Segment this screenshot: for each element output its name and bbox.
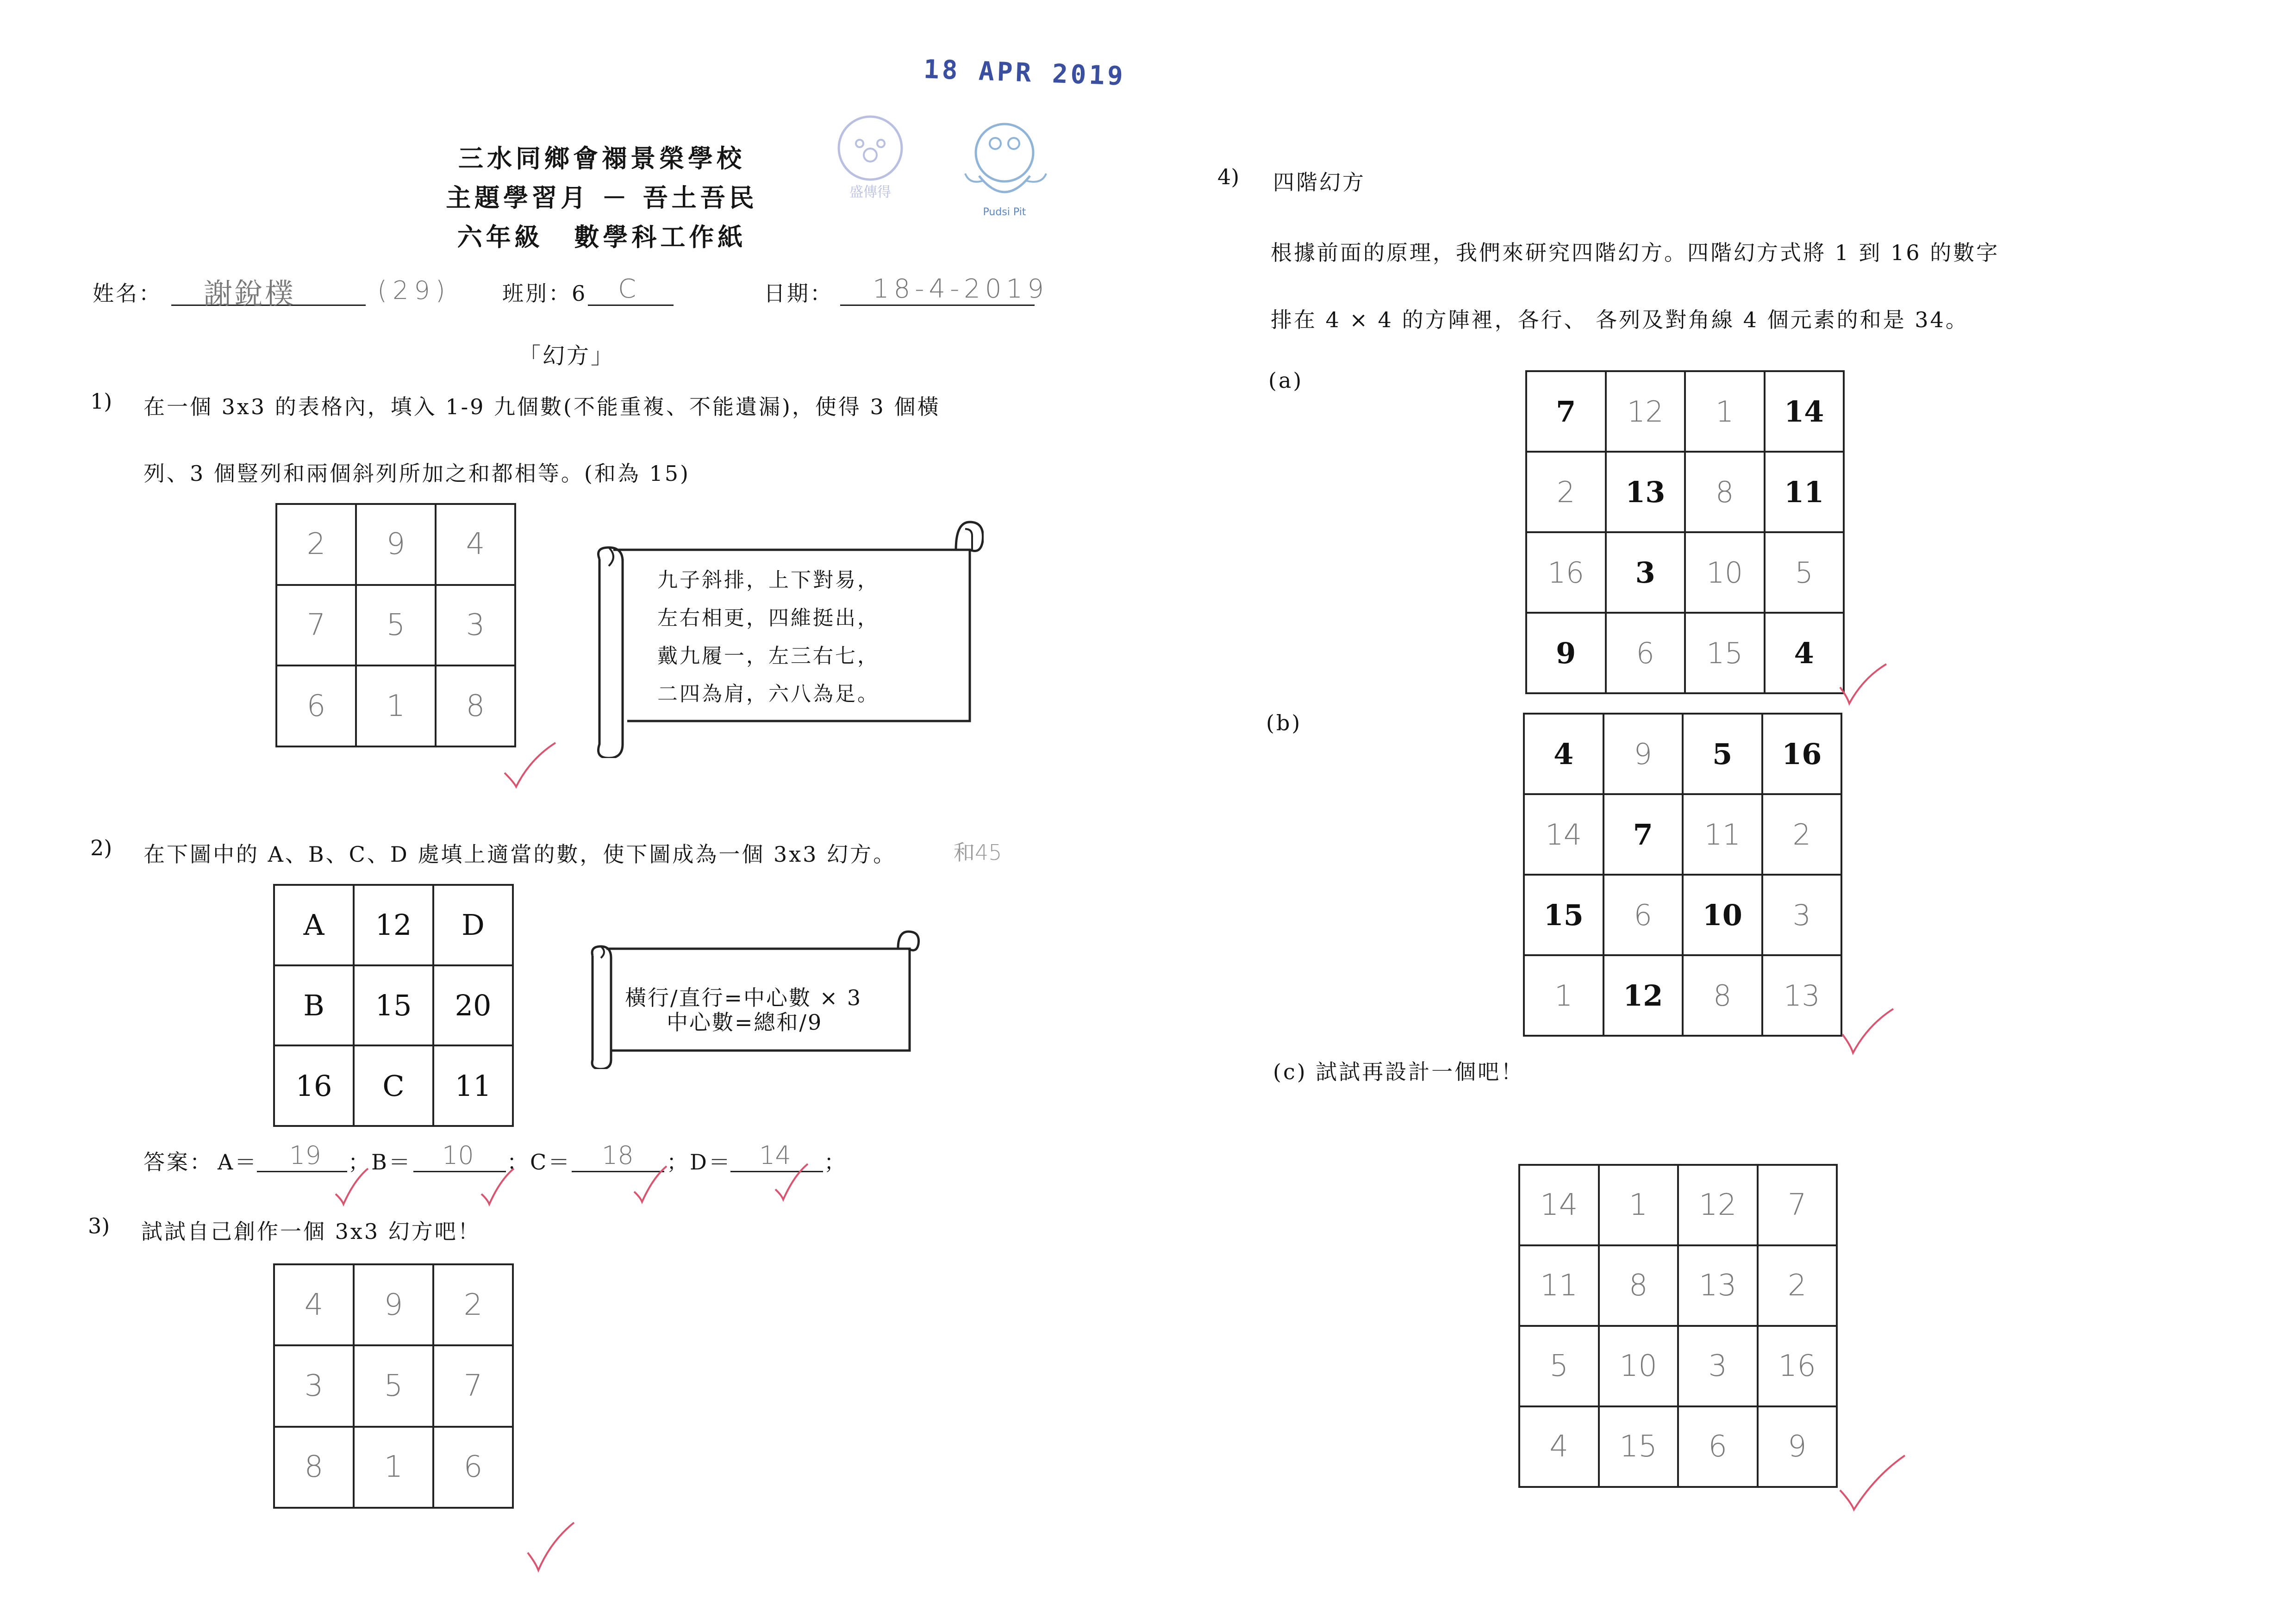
q2-tick-b-icon	[479, 1166, 516, 1208]
grid-cell: 11	[1765, 452, 1844, 532]
q2-answer-b: 10	[442, 1141, 474, 1170]
section-title: 「幻方」	[518, 343, 615, 369]
grid-cell: A	[274, 885, 354, 965]
grid-cell: 9	[1758, 1406, 1837, 1487]
grid-cell: 3	[274, 1345, 354, 1426]
q2-answer-c: 18	[602, 1141, 634, 1170]
q4-label-a: (a)	[1268, 368, 1304, 393]
grid-row	[276, 585, 515, 666]
date-stamp: 18 APR 2019	[923, 54, 1126, 92]
q2-answer-d: 14	[759, 1141, 791, 1170]
grid-cell: 20	[433, 965, 513, 1046]
grid-cell: 14	[1524, 794, 1603, 875]
grid-cell: C	[354, 1045, 433, 1126]
grid-cell: 5	[356, 585, 436, 666]
grid-cell: 9	[1603, 714, 1683, 794]
poem-line-3: 戴九履一，左三右七，	[657, 644, 880, 668]
q4c-magic-square	[1518, 1164, 1838, 1488]
grid-row	[1526, 532, 1844, 613]
grid-cell: D	[433, 885, 513, 965]
grid-cell: 15	[354, 965, 433, 1046]
q2-answer-d-label: ；D＝	[667, 1150, 732, 1175]
grid-cell: 8	[274, 1427, 354, 1508]
grid-cell: 9	[354, 1264, 433, 1345]
q1-tick-icon	[502, 740, 558, 791]
grid-cell: 3	[1606, 532, 1685, 613]
grid-cell: 9	[1526, 613, 1606, 693]
grid-cell: 6	[1678, 1406, 1758, 1487]
grid-cell: 3	[436, 585, 515, 666]
grid-cell: 12	[1606, 371, 1685, 452]
poem-line-4: 二四為肩，六八為足。	[657, 682, 880, 706]
grid-cell: 2	[276, 504, 356, 585]
grid-cell: 7	[433, 1345, 513, 1426]
q2-answer-c-label: ；C＝	[507, 1150, 572, 1175]
q2-answer-a: 19	[289, 1141, 321, 1170]
grid-cell: 11	[1683, 794, 1762, 875]
grid-row	[1526, 452, 1844, 532]
grid-row	[274, 885, 513, 965]
q2-tick-a-icon	[333, 1166, 370, 1208]
q2-text: 在下圖中的 A、B、C、D 處填上適當的數，使下圖成為一個 3x3 幻方。	[144, 842, 897, 867]
grid-cell: 14	[1519, 1165, 1599, 1245]
grid-cell: 13	[1678, 1245, 1758, 1326]
q2-tick-c-icon	[632, 1164, 669, 1206]
q4b-magic-square	[1523, 713, 1842, 1037]
grid-cell: 16	[1762, 714, 1842, 794]
hint-line-1: 橫行/直行=中心數 × 3	[625, 985, 862, 1010]
hint-line-2: 中心數=總和/9	[667, 1010, 823, 1035]
date-value: 18-4-2019	[873, 274, 1048, 304]
date-label: 日期：	[764, 281, 833, 306]
grid-row	[276, 504, 515, 585]
q2-answer-label: 答案：	[144, 1150, 213, 1175]
grid-cell: 5	[1765, 532, 1844, 613]
grid-cell: 11	[1519, 1245, 1599, 1326]
grid-cell: 15	[1599, 1406, 1678, 1487]
poem-line-2: 左右相更，四維挺出，	[657, 606, 880, 630]
grid-row	[274, 1427, 513, 1508]
q1-magic-square	[275, 503, 516, 747]
q2-margin-note: 和45	[954, 840, 1002, 865]
grid-row	[1524, 955, 1841, 1036]
grid-row	[1519, 1406, 1837, 1487]
grid-row	[1524, 794, 1841, 875]
student-number: (29)	[377, 276, 451, 305]
grid-row	[274, 965, 513, 1046]
grid-cell: 1	[356, 665, 436, 746]
theme-line: 主題學習月 － 吾土吾民	[446, 183, 758, 212]
grid-row	[1519, 1245, 1837, 1326]
q1-poem-scroll	[581, 517, 984, 758]
q4-title: 四階幻方	[1273, 170, 1366, 195]
grid-row	[1524, 714, 1841, 794]
grid-cell: 1	[354, 1427, 433, 1508]
grid-cell: 6	[1603, 875, 1683, 955]
q4c-tick-icon	[1838, 1453, 1907, 1513]
name-value: 謝銳樸	[204, 277, 296, 311]
grid-cell: 16	[1758, 1326, 1837, 1406]
worksheet-title: 六年級 數學科工作紙	[457, 222, 747, 252]
class-label: 班別：6	[502, 281, 587, 306]
grid-cell: 1	[1599, 1165, 1678, 1245]
grid-row	[1519, 1165, 1837, 1245]
grid-cell: 12	[354, 885, 433, 965]
q3-number: 3)	[88, 1213, 110, 1238]
q3-text: 試試自己創作一個 3x3 幻方吧！	[141, 1219, 481, 1244]
grid-cell: 11	[433, 1045, 513, 1126]
grid-cell: 4	[1519, 1406, 1599, 1487]
grid-cell: 8	[1683, 955, 1762, 1036]
grid-cell: 2	[433, 1264, 513, 1345]
q2-answer-a-label: A＝	[218, 1150, 258, 1175]
q1-text-line1: 在一個 3x3 的表格內，填入 1-9 九個數(不能重複、不能遺漏)，使得 3 個橫	[144, 394, 941, 419]
school-name: 三水同鄉會禤景榮學校	[458, 143, 745, 173]
grid-cell: 5	[1683, 714, 1762, 794]
grid-cell: 2	[1526, 452, 1606, 532]
grid-cell: 4	[1765, 613, 1844, 693]
q2-hint-scroll	[579, 928, 921, 1069]
grid-cell: 6	[276, 665, 356, 746]
grid-cell: 10	[1683, 875, 1762, 955]
grid-cell: 3	[1678, 1326, 1758, 1406]
q4b-tick-icon	[1840, 1007, 1896, 1057]
teacher-stamp-right	[951, 116, 1058, 222]
grid-cell: 4	[436, 504, 515, 585]
grid-cell: 3	[1762, 875, 1842, 955]
grid-cell: 7	[276, 585, 356, 666]
grid-row	[1526, 371, 1844, 452]
grid-cell: 7	[1758, 1165, 1837, 1245]
grid-cell: 8	[1685, 452, 1765, 532]
q2-answer-b-label: ；B＝	[348, 1150, 412, 1175]
q1-text-line2: 列、3 個豎列和兩個斜列所加之和都相等。(和為 15)	[144, 461, 690, 486]
grid-cell: 13	[1606, 452, 1685, 532]
q1-number: 1)	[90, 389, 112, 414]
grid-cell: 8	[436, 665, 515, 746]
poem-line-1: 九子斜排，上下對易，	[657, 568, 880, 592]
q4-number: 4)	[1217, 164, 1240, 189]
grid-cell: 9	[356, 504, 436, 585]
q2-answer-end: ；	[824, 1150, 847, 1175]
grid-cell: 7	[1526, 371, 1606, 452]
q4-text-line1: 根據前面的原理，我們來研究四階幻方。四階幻方式將 1 到 16 的數字	[1271, 240, 2000, 265]
grid-cell: 10	[1685, 532, 1765, 613]
grid-row	[1519, 1326, 1837, 1406]
q4-label-b: (b)	[1266, 710, 1302, 735]
q4-label-c: (c) 試試再設計一個吧！	[1273, 1059, 1524, 1084]
grid-cell: 15	[1685, 613, 1765, 693]
grid-row	[274, 1345, 513, 1426]
grid-cell: 14	[1765, 371, 1844, 452]
grid-row	[276, 665, 515, 746]
q3-tick-icon	[525, 1520, 576, 1576]
grid-cell: 2	[1758, 1245, 1837, 1326]
grid-cell: 15	[1524, 875, 1603, 955]
grid-cell: 1	[1524, 955, 1603, 1036]
q3-magic-square	[273, 1263, 514, 1509]
grid-cell: 12	[1603, 955, 1683, 1036]
name-label: 姓名：	[93, 281, 162, 306]
grid-cell: 16	[1526, 532, 1606, 613]
grid-cell: B	[274, 965, 354, 1046]
q2-number: 2)	[90, 835, 112, 860]
stamp-1-text: 盛傳得	[849, 184, 891, 200]
grid-cell: 2	[1762, 794, 1842, 875]
grid-cell: 5	[1519, 1326, 1599, 1406]
grid-cell: 10	[1599, 1326, 1678, 1406]
stamp-doraemon-icon	[951, 116, 1058, 222]
grid-row	[274, 1264, 513, 1345]
q4a-magic-square	[1525, 370, 1845, 694]
grid-cell: 6	[1606, 613, 1685, 693]
q2-tick-d-icon	[773, 1162, 810, 1203]
grid-cell: 1	[1685, 371, 1765, 452]
grid-row	[1526, 613, 1844, 693]
grid-cell: 16	[274, 1045, 354, 1126]
q2-magic-square	[273, 884, 514, 1127]
stamp-2-text: Pudsi Pit	[983, 206, 1026, 218]
grid-cell: 5	[354, 1345, 433, 1426]
grid-cell: 7	[1603, 794, 1683, 875]
grid-cell: 6	[433, 1427, 513, 1508]
grid-cell: 8	[1599, 1245, 1678, 1326]
grid-cell: 13	[1762, 955, 1842, 1036]
grid-cell: 4	[274, 1264, 354, 1345]
q4-text-line2: 排在 4 × 4 的方陣裡，各行、 各列及對角線 4 個元素的和是 34。	[1271, 307, 1969, 332]
grid-cell: 12	[1678, 1165, 1758, 1245]
grid-cell: 4	[1524, 714, 1603, 794]
grid-row	[1524, 875, 1841, 955]
q4a-tick-icon	[1838, 662, 1889, 708]
grid-row	[274, 1045, 513, 1126]
class-value: C	[618, 274, 636, 304]
